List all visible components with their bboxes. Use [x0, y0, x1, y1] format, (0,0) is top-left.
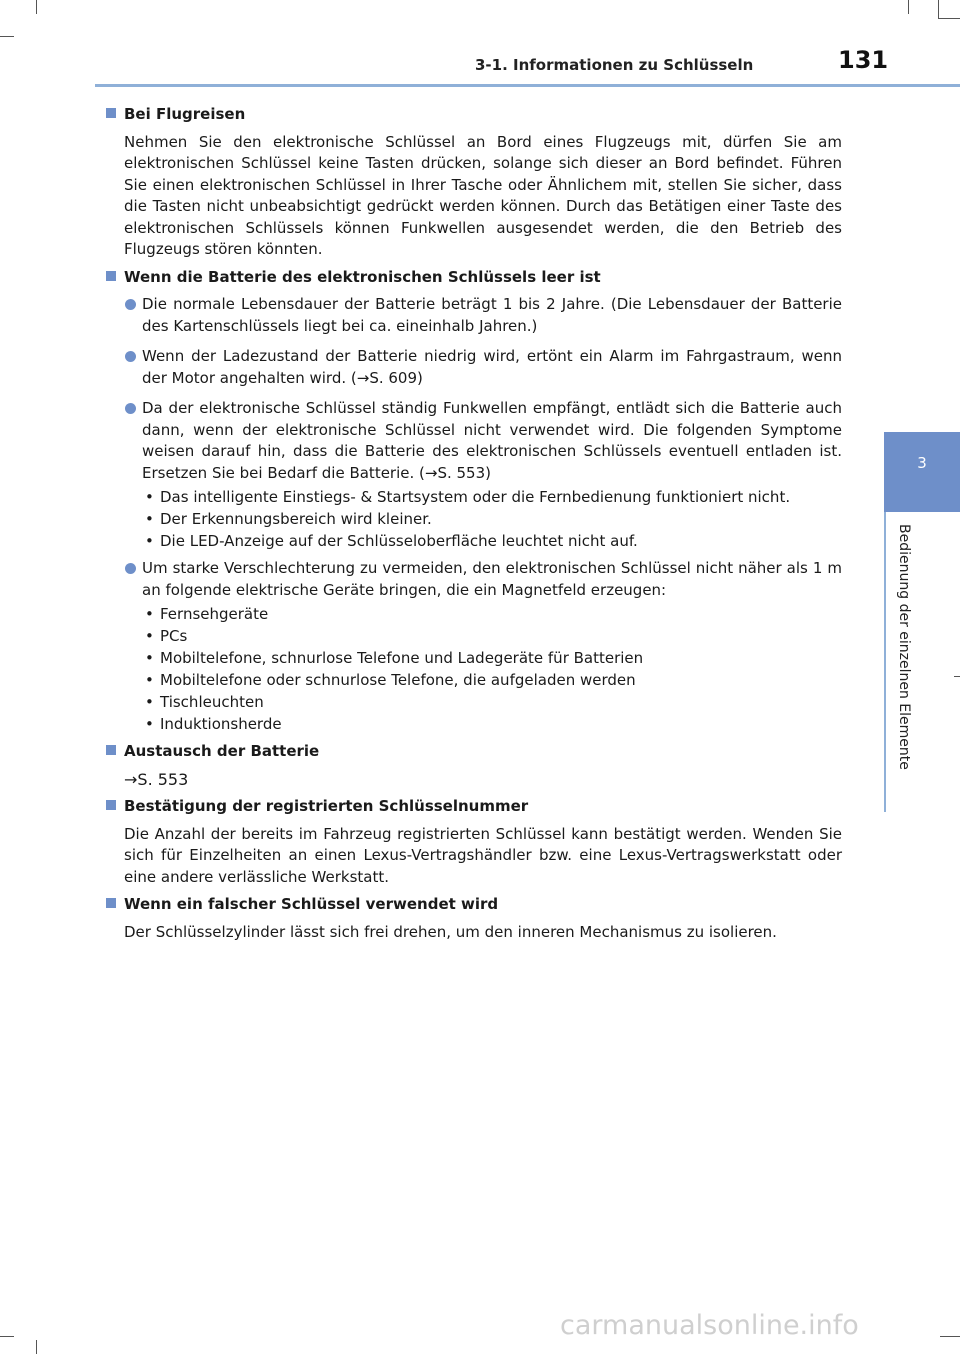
round-bullet-icon: [125, 563, 136, 574]
list-item-text: Mobiltelefone oder schnurlose Telefone, die aufgeladen werden: [160, 671, 636, 689]
square-bullet-icon: [106, 271, 116, 281]
square-bullet-icon: [106, 745, 116, 755]
chapter-number: 3: [917, 454, 927, 472]
square-bullet-icon: [106, 108, 116, 118]
bullet-text: Um starke Verschlechterung zu vermeiden, den elektronischen Schlüssel nicht näher als 1 m an folgende elektrische Geräte bringen, die ein Magnetfeld erzeugen:: [142, 559, 842, 599]
paragraph: Die Anzahl der bereits im Fahrzeug registrierten Schlüssel kann bestätigt werden. Wenden Sie sich für Einzelheiten an einen Lexus-Vertragshändler bzw. eine Lexus-Vertragswerkstatt oder eine andere verlässliche Werkstatt.: [124, 824, 842, 886]
crop-mark: [36, 1340, 37, 1354]
chapter-tab-line: [884, 512, 886, 812]
heading-text: Wenn die Batterie des elektronischen Schlüssels leer ist: [124, 267, 601, 286]
paragraph: Der Schlüsselzylinder lässt sich frei drehen, um den inneren Mechanismus zu isolieren.: [124, 922, 777, 941]
crop-mark: [938, 18, 960, 19]
crop-mark: [0, 36, 14, 37]
round-bullet-icon: [125, 299, 136, 310]
bullet-item: [104, 294, 842, 337]
section-heading: [104, 894, 842, 916]
section-title: 3-1. Informationen zu Schlüsseln: [475, 56, 754, 74]
heading-text: Austausch der Batterie: [124, 742, 320, 760]
heading-text: Bei Flugreisen: [124, 105, 246, 123]
bullet-item: [104, 558, 842, 601]
list-item-text: Fernsehgeräte: [160, 605, 269, 623]
crop-mark: [0, 1336, 14, 1337]
crop-mark: [938, 0, 939, 18]
bullet-item: [104, 346, 842, 389]
list-item: • Fernsehgeräte: [145, 605, 269, 623]
crop-mark: [908, 0, 909, 14]
paragraph: Nehmen Sie den elektronische Schlüssel an Bord eines Flugzeugs mit, dürfen Sie am elektronischen Schlüssel keine Tasten drücken, solange sich dieser an Bord befindet. Führen Sie einen elektronischen Schlüssel in Ihrer Tasche oder Ähnlichem mit, stellen Sie sicher, dass die Tasten nicht unbeabsichtigt gedrückt werden können. Durch das Betätigen einer Taste des elektronischen Schlüssels können Funkwellen ausgesendet werden, die den Betrieb des Flugzeugs stören könnten.: [124, 132, 842, 258]
list-item: • Mobiltelefone oder schnurlose Telefone, die aufgeladen werden: [145, 671, 636, 689]
list-item: • Tischleuchten: [145, 693, 264, 711]
list-item: • Der Erkennungsbereich wird kleiner.: [145, 510, 432, 528]
square-bullet-icon: [106, 800, 116, 810]
page-number: 131: [838, 46, 889, 74]
bullet-text: Wenn der Ladezustand der Batterie niedrig wird, ertönt ein Alarm im Fahrgastraum, wenn der Motor angehalten wird. (→S. 609): [142, 347, 842, 387]
list-item-text: Induktionsherde: [160, 715, 282, 733]
list-item-text: Mobiltelefone, schnurlose Telefone und Ladegeräte für Batterien: [160, 649, 644, 667]
list-item: • Die LED-Anzeige auf der Schlüsseloberfläche leuchtet nicht auf.: [145, 532, 638, 550]
page-content: [104, 100, 842, 949]
device-list: [104, 603, 842, 735]
list-item-text: Das intelligente Einstiegs- & Startsystem oder die Fernbedienung funktioniert nicht.: [160, 488, 791, 506]
chapter-tab: [884, 432, 960, 512]
crop-mark: [36, 0, 37, 14]
page-reference-link[interactable]: →S. 553: [124, 769, 189, 789]
list-item-text: Die LED-Anzeige auf der Schlüsseloberfläche leuchtet nicht auf.: [160, 532, 638, 550]
list-item-text: Tischleuchten: [160, 693, 264, 711]
heading-text: Wenn ein falscher Schlüssel verwendet wird: [124, 895, 499, 913]
header-rule: [95, 84, 960, 87]
list-item-text: PCs: [160, 627, 188, 645]
list-item-text: Der Erkennungsbereich wird kleiner.: [160, 510, 432, 528]
round-bullet-icon: [125, 351, 136, 362]
chapter-title: Bedienung der einzelnen Elemente: [896, 524, 912, 770]
round-bullet-icon: [125, 403, 136, 414]
watermark: carmanualsonline.info: [560, 1310, 859, 1341]
list-item: • PCs: [145, 627, 188, 645]
list-item: • Mobiltelefone, schnurlose Telefone und Ladegeräte für Batterien: [145, 649, 644, 667]
heading-text: Bestätigung der registrierten Schlüsselnummer: [124, 797, 529, 815]
section-heading: [104, 741, 842, 763]
bullet-text: Da der elektronische Schlüssel ständig Funkwellen empfängt, entlädt sich die Batterie auch dann, wenn der elektronische Schlüssel nicht verwendet wird. Die folgenden Symptome weisen darauf hin, dass die Batterie des elektronischen Schlüssels eventuell entladen ist. Ersetzen Sie bei Bedarf die Batterie. (→S. 553): [142, 399, 842, 482]
bullet-text: Die normale Lebensdauer der Batterie beträgt 1 bis 2 Jahre. (Die Lebensdauer der Batterie des Kartenschlüssels liegt bei ca. eineinhalb Jahren.): [142, 295, 842, 335]
bullet-item: [104, 398, 842, 484]
section-heading: [104, 104, 842, 126]
section-heading: [104, 267, 842, 289]
crop-mark: [940, 1336, 960, 1337]
crop-mark: [954, 676, 960, 677]
list-item: • Induktionsherde: [145, 715, 282, 733]
list-item: • Das intelligente Einstiegs- & Startsystem oder die Fernbedienung funktioniert nicht.: [145, 488, 791, 506]
section-heading: [104, 796, 842, 818]
square-bullet-icon: [106, 898, 116, 908]
symptom-list: [104, 486, 842, 552]
